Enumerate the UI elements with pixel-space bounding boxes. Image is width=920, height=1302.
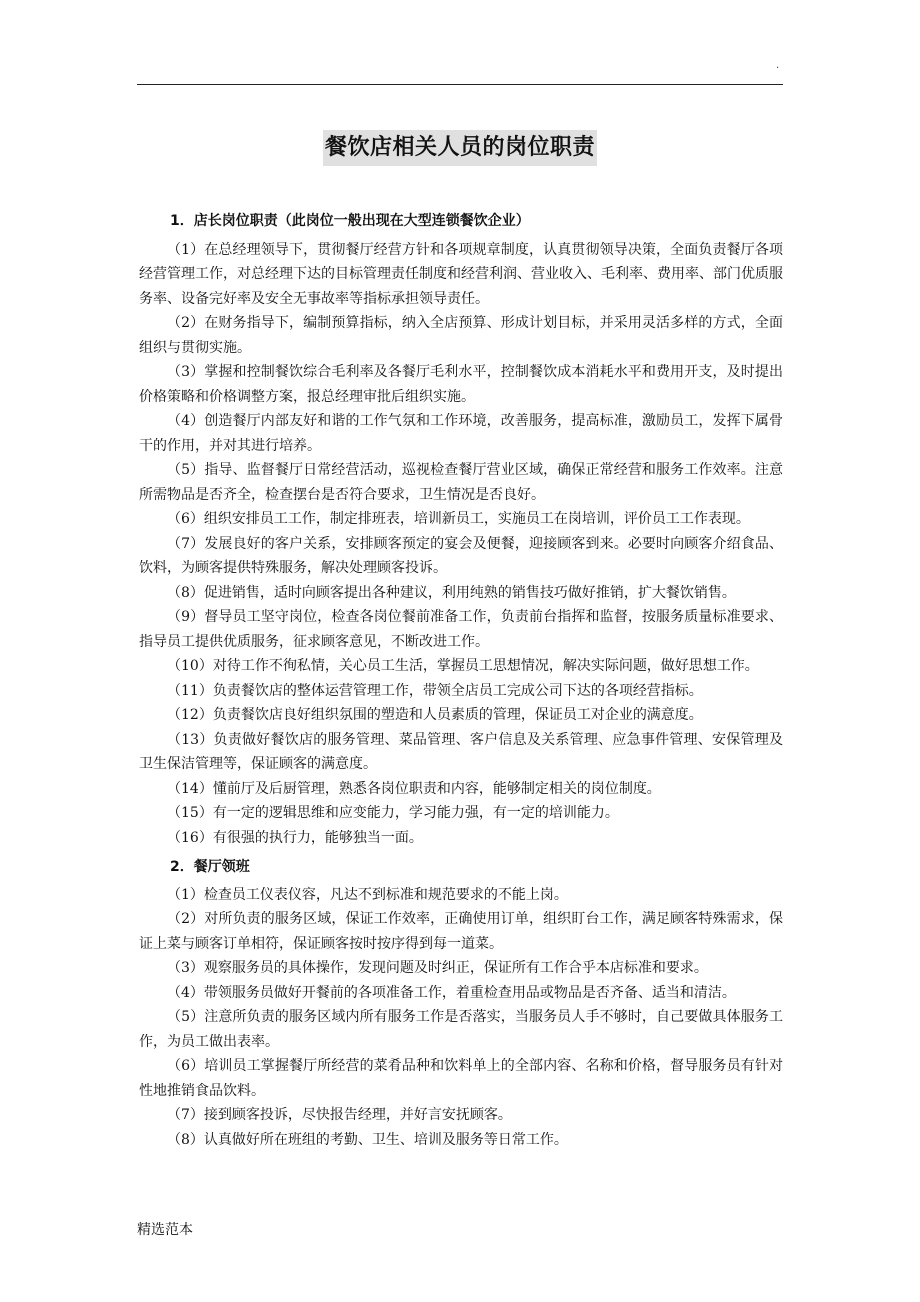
duty-paragraph: （14）懂前厅及后厨管理，熟悉各岗位职责和内容，能够制定相关的岗位制度。 [167, 780, 661, 797]
duty-paragraph: （5）注意所负责的服务区域内所有服务工作是否落实，当服务员人手不够时，自己要做具体服务工作，为员工做出表率。 [139, 1009, 783, 1050]
duty-paragraph: （7）发展良好的客户关系，安排顾客预定的宴会及便餐，迎接顾客到来。必要时向顾客介绍食品、饮料，为顾客提供特殊服务，解决处理顾客投诉。 [139, 535, 783, 576]
duty-paragraph: （5）指导、监督餐厅日常经营活动，巡视检查餐厅营业区域，确保正常经营和服务工作效率。注意所需物品是否齐全，检查摆台是否符合要求，卫生情况是否良好。 [139, 462, 783, 503]
title-container [0, 130, 920, 166]
duty-paragraph: （13）负责做好餐饮店的服务管理、菜品管理、客户信息及关系管理、应急事件管理、安保管理及卫生保洁管理等，保证顾客的满意度。 [139, 731, 783, 772]
duty-paragraph: （6）组织安排员工工作，制定排班表，培训新员工，实施员工在岗培训，评价员工工作表现。 [167, 511, 750, 527]
section-heading-restaurant-supervisor: 2．餐厅领班 [170, 859, 250, 875]
document-body [139, 209, 783, 1152]
duty-paragraph: （6）培训员工掌握餐厅所经营的菜肴品种和饮料单上的全部内容、名称和价格，督导服务员有针对性地推销食品饮料。 [139, 1058, 783, 1099]
page-title: 餐饮店相关人员的岗位职责 [323, 130, 597, 166]
duty-paragraph: （7）接到顾客投诉，尽快报告经理，并好言安抚顾客。 [167, 1107, 512, 1123]
header-dot: . [776, 60, 780, 71]
duty-paragraph: （16）有很强的执行力，能够独当一面。 [167, 829, 423, 846]
header-rule [137, 84, 783, 85]
duty-paragraph: （3）掌握和控制餐饮综合毛利率及各餐厅毛利水平，控制餐饮成本消耗水平和费用开支，及时提出价格策略和价格调整方案，报总经理审批后组织实施。 [139, 364, 783, 405]
duty-paragraph: （12）负责餐饮店良好组织氛围的塑造和人员素质的管理，保证员工对企业的满意度。 [167, 707, 703, 723]
duty-paragraph: （11）负责餐饮店的整体运营管理工作，带领全店员工完成公司下达的各项经营指标。 [167, 682, 703, 699]
duty-paragraph: （2）在财务指导下，编制预算指标，纳入全店预算、形成计划目标，并采用灵活多样的方式，全面组织与贯彻实施。 [139, 315, 783, 356]
duty-paragraph: （3）观察服务员的具体操作，发现问题及时纠正，保证所有工作合乎本店标准和要求。 [167, 960, 708, 976]
duty-paragraph: （8）促进销售，适时向顾客提出各种建议，利用纯熟的销售技巧做好推销，扩大餐饮销售。 [167, 584, 736, 601]
restaurant-supervisor-duties [139, 883, 783, 1153]
duty-paragraph: （1）在总经理领导下，贯彻餐厅经营方针和各项规章制度，认真贯彻领导决策，全面负责餐厅各项经营管理工作，对总经理下达的目标管理责任制度和经营利润、营业收入、毛利率、费用率、部门优质服务率、设备完好率及安全无事故率等指标承担领导责任。 [139, 241, 783, 307]
duty-paragraph: （9）督导员工坚守岗位，检查各岗位餐前准备工作，负责前台指挥和监督，按服务质量标准要求、指导员工提供优质服务，征求顾客意见，不断改进工作。 [139, 609, 783, 650]
duty-paragraph: （4）带领服务员做好开餐前的各项准备工作，着重检查用品或物品是否齐备、适当和清洁。 [167, 984, 736, 1001]
duty-paragraph: （1）检查员工仪表仪容，凡达不到标准和规范要求的不能上岗。 [167, 886, 568, 903]
duty-paragraph: （15）有一定的逻辑思维和应变能力，学习能力强，有一定的培训能力。 [167, 805, 619, 821]
section-heading-store-manager: 1．店长岗位职责（此岗位一般出现在大型连锁餐饮企业） [170, 213, 530, 229]
footer-label: 精选范本 [137, 1222, 193, 1238]
duty-paragraph: （10）对待工作不徇私情，关心员工生活，掌握员工思想情况，解决实际问题，做好思想工作。 [167, 658, 759, 674]
store-manager-duties [139, 238, 783, 851]
duty-paragraph: （4）创造餐厅内部友好和谐的工作气氛和工作环境，改善服务，提高标准，激励员工，发挥下属骨干的作用，并对其进行培养。 [139, 413, 783, 454]
duty-paragraph: （8）认真做好所在班组的考勤、卫生、培训及服务等日常工作。 [167, 1131, 568, 1148]
duty-paragraph: （2）对所负责的服务区域，保证工作效率，正确使用订单，组织盯台工作，满足顾客特殊需求，保证上菜与顾客订单相符，保证顾客按时按序得到每一道菜。 [139, 911, 783, 952]
